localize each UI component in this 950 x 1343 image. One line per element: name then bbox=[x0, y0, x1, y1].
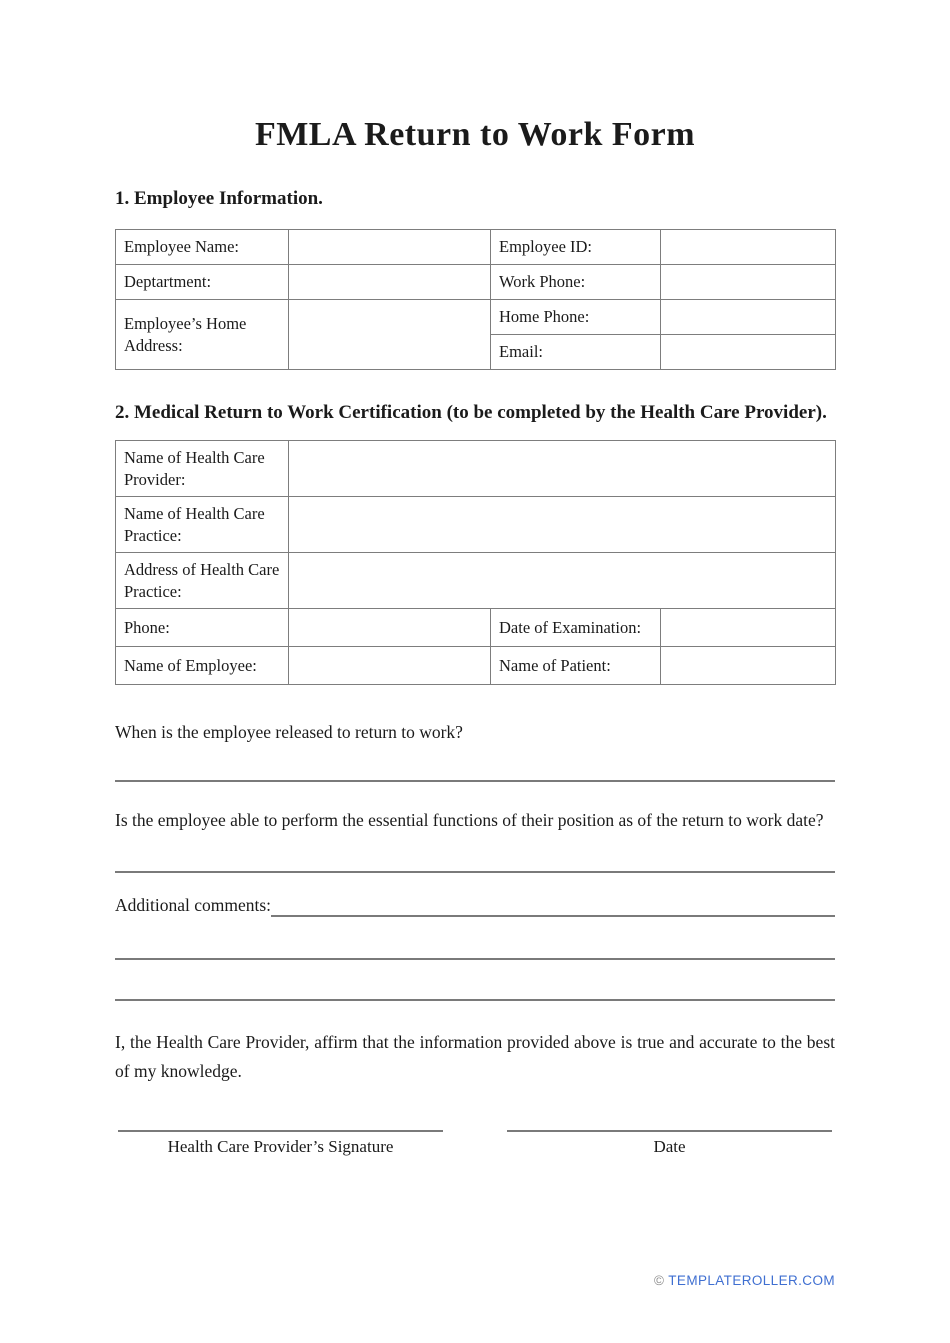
home-phone-field[interactable] bbox=[661, 300, 836, 335]
additional-comments-label: Additional comments: bbox=[115, 895, 272, 915]
question-release-date: When is the employee released to return to work? bbox=[115, 722, 463, 742]
home-address-field[interactable] bbox=[289, 300, 491, 370]
home-address-label: Employee’s Home Address: bbox=[116, 300, 289, 370]
employee-info-table bbox=[115, 229, 836, 370]
work-phone-field[interactable] bbox=[661, 265, 836, 300]
email-field[interactable] bbox=[661, 335, 836, 370]
date-column bbox=[507, 1130, 832, 1160]
practice-name-label: Name of Health Care Practice: bbox=[116, 497, 289, 553]
table-row bbox=[116, 265, 836, 300]
employee-name-field[interactable] bbox=[289, 230, 491, 265]
table-row bbox=[116, 300, 836, 335]
employee-name-label: Employee Name: bbox=[116, 230, 289, 265]
signature-block bbox=[115, 1130, 835, 1160]
patient-name-label: Name of Patient: bbox=[491, 647, 661, 685]
employee-name2-label: Name of Employee: bbox=[116, 647, 289, 685]
question-essential-functions: Is the employee able to perform the essential functions of their position as of the return to work date? bbox=[115, 810, 824, 830]
employee-name2-field[interactable] bbox=[289, 647, 491, 685]
department-label: Deptartment: bbox=[116, 265, 289, 300]
employee-id-label: Employee ID: bbox=[491, 230, 661, 265]
provider-signature-label: Health Care Provider’s Signature bbox=[167, 1137, 394, 1156]
footer bbox=[654, 1273, 835, 1288]
email-label: Email: bbox=[491, 335, 661, 370]
home-phone-label: Home Phone: bbox=[491, 300, 661, 335]
department-field[interactable] bbox=[289, 265, 491, 300]
date-label: Date bbox=[653, 1137, 686, 1156]
patient-name-field[interactable] bbox=[661, 647, 836, 685]
provider-signature-column bbox=[118, 1130, 443, 1160]
table-row bbox=[116, 553, 836, 609]
date-line[interactable] bbox=[507, 1130, 832, 1132]
work-phone-label: Work Phone: bbox=[491, 265, 661, 300]
practice-name-field[interactable] bbox=[289, 497, 836, 553]
employee-id-field[interactable] bbox=[661, 230, 836, 265]
templateroller-link[interactable]: TEMPLATEROLLER.COM bbox=[668, 1273, 835, 1288]
exam-date-label: Date of Examination: bbox=[491, 609, 661, 647]
page-title: FMLA Return to Work Form bbox=[254, 116, 696, 153]
table-row bbox=[116, 497, 836, 553]
table-row bbox=[116, 609, 836, 647]
table-row bbox=[116, 441, 836, 497]
provider-name-field[interactable] bbox=[289, 441, 836, 497]
exam-date-field[interactable] bbox=[661, 609, 836, 647]
document-page bbox=[115, 0, 835, 1160]
additional-comments-row bbox=[115, 891, 835, 920]
section1-heading: 1. Employee Information. bbox=[115, 188, 323, 209]
section2-heading: 2. Medical Return to Work Certification (to be completed by the Health Care Provider). bbox=[115, 402, 827, 423]
practice-address-field[interactable] bbox=[289, 553, 836, 609]
answer-line-release-date[interactable] bbox=[115, 780, 835, 782]
phone-label: Phone: bbox=[116, 609, 289, 647]
copyright-symbol: © bbox=[653, 1273, 665, 1288]
table-row bbox=[116, 230, 836, 265]
table-row bbox=[116, 647, 836, 685]
answer-line-essential-functions[interactable] bbox=[115, 871, 835, 873]
practice-address-label: Address of Health Care Practice: bbox=[116, 553, 289, 609]
medical-certification-table bbox=[115, 440, 836, 685]
affirmation-text: I, the Health Care Provider, affirm that the information provided above is true and accurate to the best of my knowledge. bbox=[115, 1032, 835, 1081]
phone-field[interactable] bbox=[289, 609, 491, 647]
comments-line-2[interactable] bbox=[115, 958, 835, 960]
provider-signature-line[interactable] bbox=[118, 1130, 443, 1132]
comments-line-1[interactable] bbox=[271, 915, 835, 917]
comments-line-3[interactable] bbox=[115, 999, 835, 1001]
provider-name-label: Name of Health Care Provider: bbox=[116, 441, 289, 497]
